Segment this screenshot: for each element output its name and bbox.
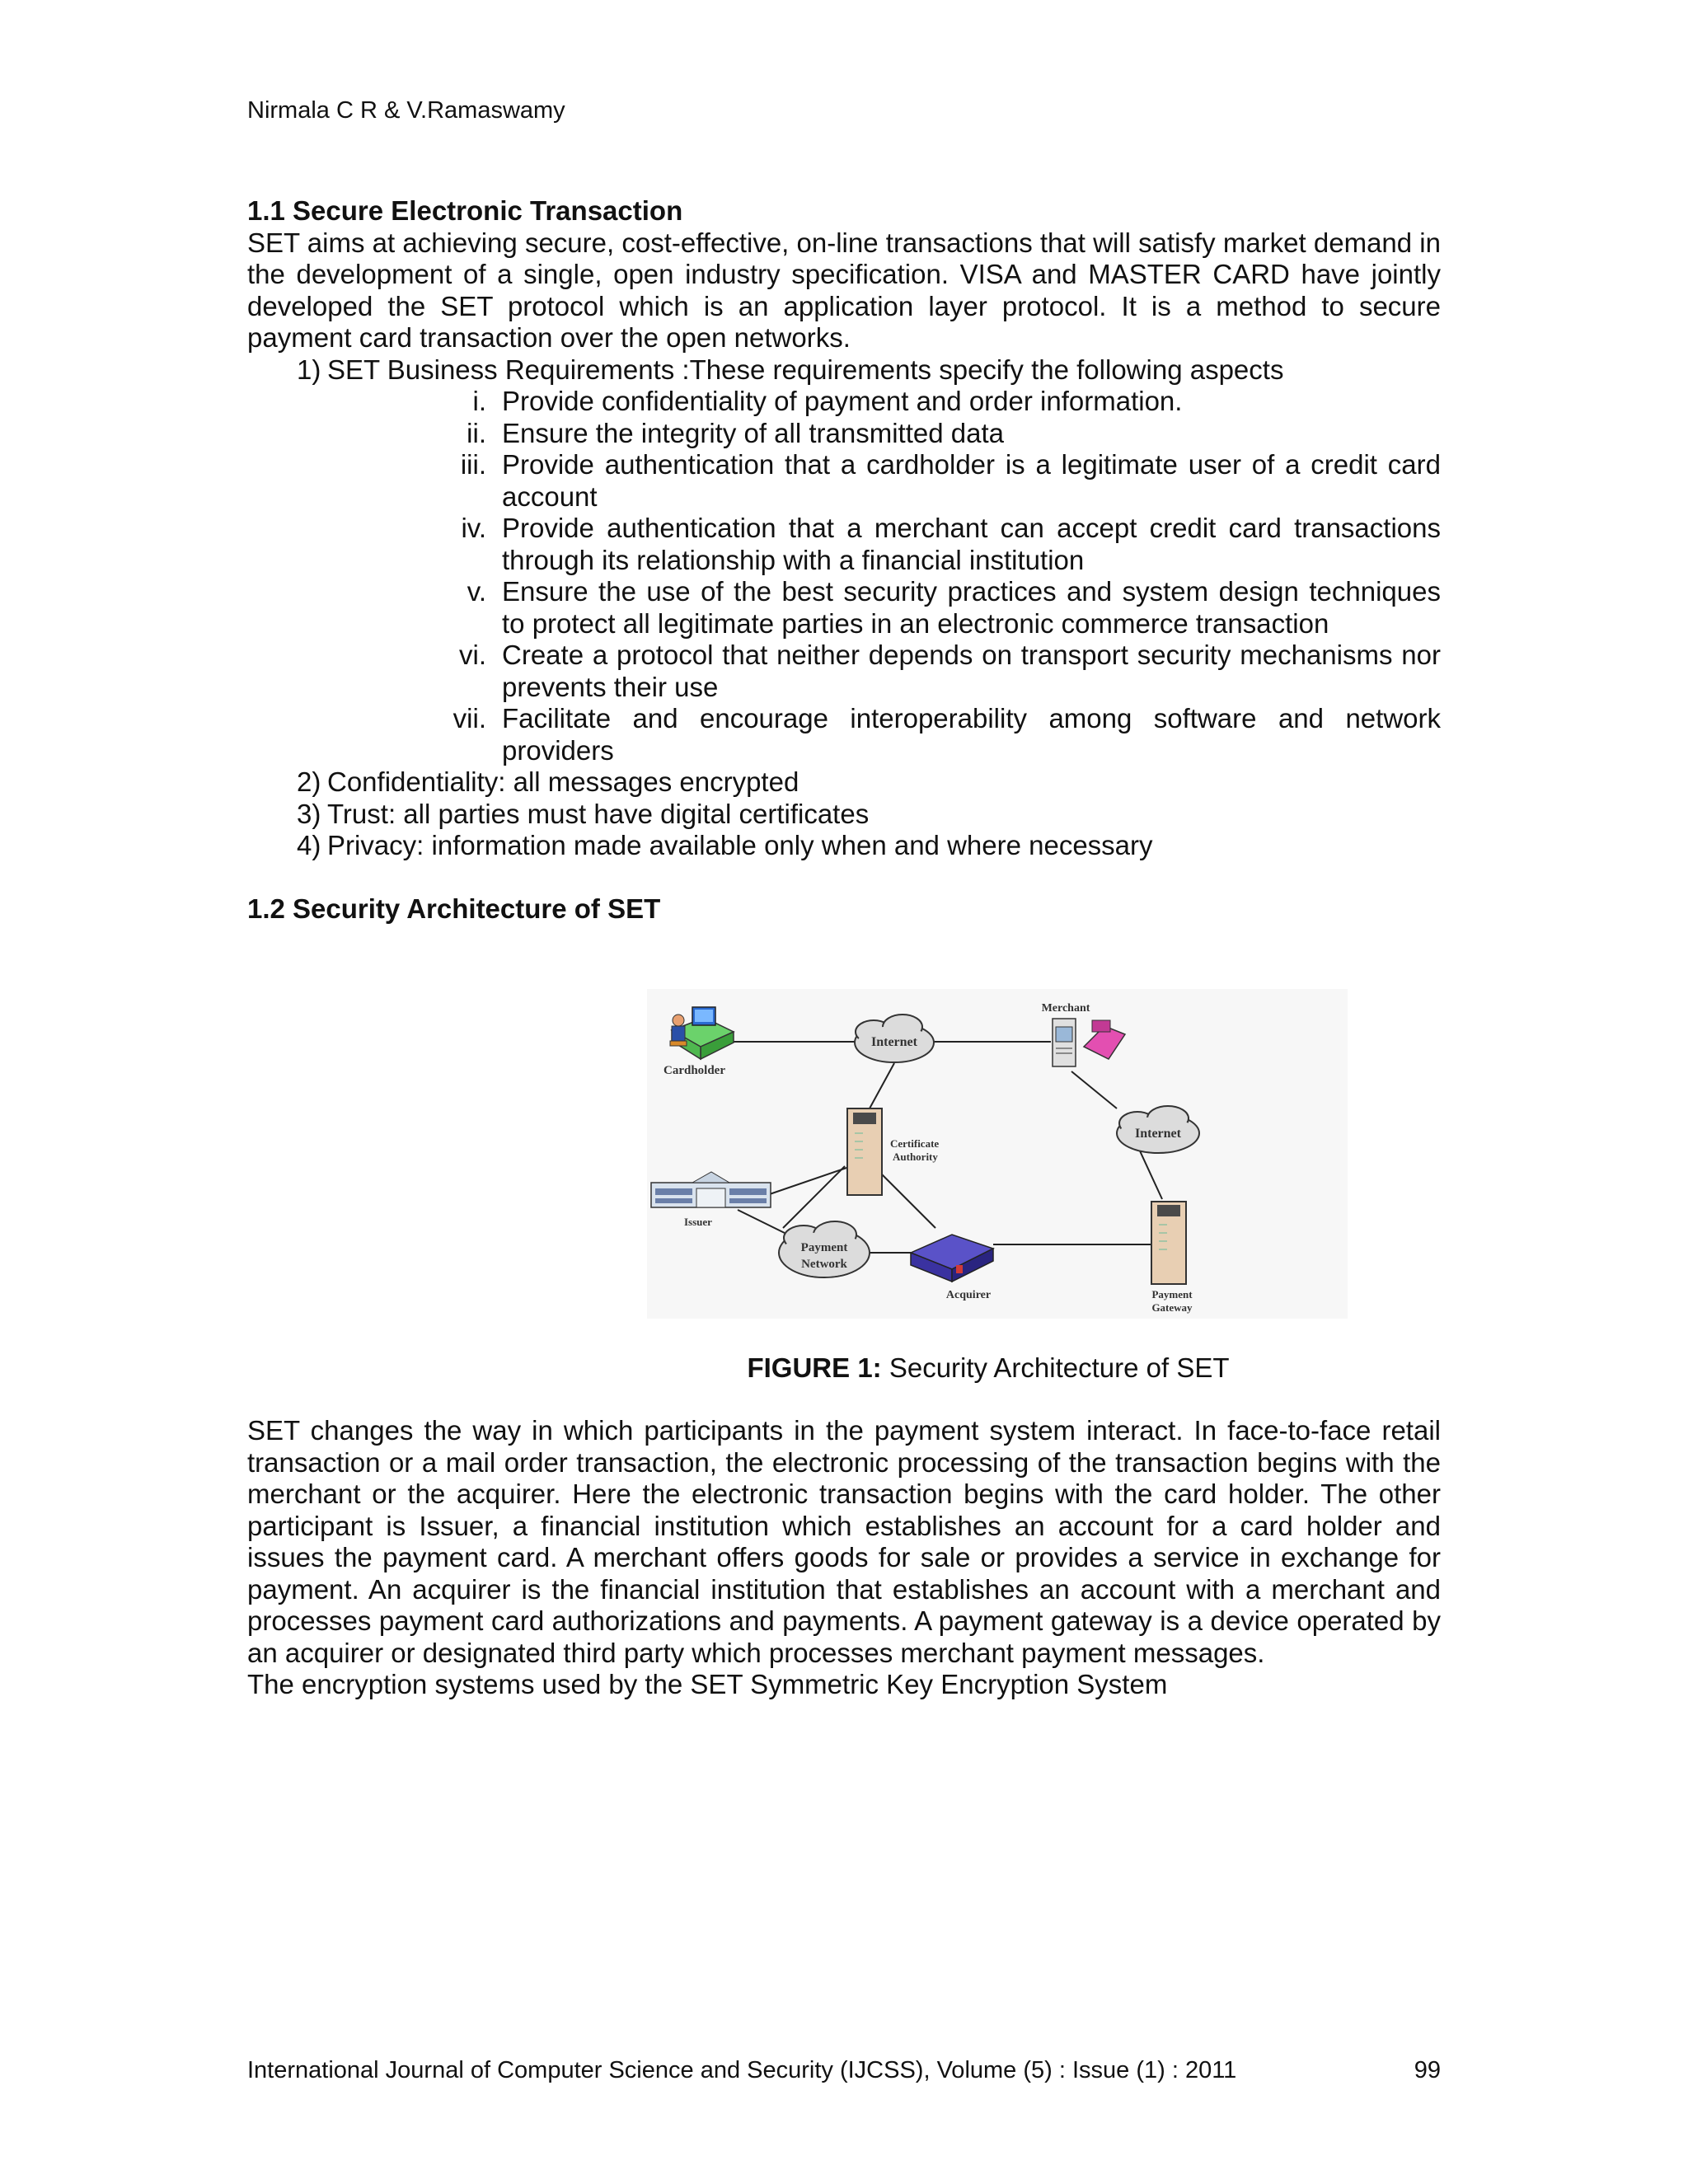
section-1-intro: SET aims at achieving secure, cost-effective, on-line transactions that will satisfy market demand in the development of a single, open industry specification. VISA and MASTER CARD have jointly developed the SET protocol which is an application layer protocol. It is a method to secure payment card transaction over the open networks. — [247, 227, 1441, 353]
section-2-title: 1.2 Security Architecture of SET — [247, 893, 661, 924]
sublist-item — [247, 640, 1441, 703]
list-number: 2) — [297, 766, 321, 797]
list-item — [247, 766, 1441, 799]
payment-network-label-1: Payment — [800, 1241, 848, 1254]
sublist-item — [247, 703, 1441, 766]
sublist-number: v. — [467, 576, 486, 607]
page-number: 99 — [1414, 2057, 1441, 2083]
internet-label: Internet — [871, 1035, 917, 1049]
sublist-item — [247, 576, 1441, 640]
body-section — [247, 1415, 1441, 1701]
list-text: Privacy: information made available only when and where necessary — [327, 830, 1153, 860]
list-number: 1) — [297, 354, 321, 385]
payment-gateway-server-icon — [1151, 1202, 1186, 1284]
list-item — [247, 354, 1441, 387]
list-number: 4) — [297, 830, 321, 860]
body-paragraph: SET changes the way in which participants in the payment system interact. In face-to-face retail transaction or a mail order transaction, the electronic processing of the transaction begins with the merchant or the acquirer. Here the electronic transaction begins with the card holder. The other participant is Issuer, a financial institution which establishes an account for a card holder and issues the payment card. A merchant offers goods for sale or provides a service in exchange for payment. An acquirer is the financial institution that establishes an account with a merchant and processes payment card authorizations and payments. A payment gateway is a device operated by an acquirer or designated third party which processes merchant payment messages. — [247, 1415, 1441, 1668]
sublist-text: Facilitate and encourage interoperability among software and network providers — [502, 703, 1441, 766]
list-text: Trust: all parties must have digital certificates — [327, 798, 870, 829]
issuer-label: Issuer — [684, 1216, 712, 1228]
sublist-number: iii. — [460, 449, 486, 480]
journal-citation: International Journal of Computer Science and Security (IJCSS), Volume (5) : Issue (1) : 2011 — [247, 2057, 1237, 2083]
sublist-item — [247, 418, 1441, 450]
figure-caption-text: Security Architecture of SET — [881, 1352, 1230, 1383]
internet-label: Internet — [1135, 1127, 1181, 1141]
sublist-number: iv. — [461, 513, 486, 543]
acquirer-label: Acquirer — [945, 1289, 992, 1301]
payment-network-label-2: Network — [801, 1258, 847, 1271]
figure-caption-label: FIGURE 1: — [747, 1352, 882, 1383]
list-number: 3) — [297, 798, 321, 829]
sublist-number: vi. — [459, 640, 486, 670]
sublist-item — [247, 513, 1441, 576]
figure-caption — [0, 1352, 1688, 1384]
list-item — [247, 799, 1441, 831]
body-last-line: The encryption systems used by the SET Symmetric Key Encryption System — [247, 1669, 1168, 1699]
sublist-number: ii. — [467, 417, 486, 448]
sublist-item — [247, 449, 1441, 513]
security-architecture-diagram — [647, 989, 1348, 1319]
certificate-authority-label-1: Certificate — [890, 1137, 940, 1150]
merchant-label: Merchant — [1041, 1002, 1090, 1015]
cardholder-label: Cardholder — [663, 1064, 725, 1077]
sublist-number: i. — [472, 386, 486, 416]
list-text: Confidentiality: all messages encrypted — [327, 766, 799, 797]
list-item — [247, 830, 1441, 862]
sublist-number: vii. — [452, 703, 486, 733]
sublist-text: Ensure the use of the best security practices and system design techniques to protect all legitimate parties in an electronic commerce transaction — [502, 576, 1441, 639]
list-text: SET Business Requirements :These requirements specify the following aspects — [327, 354, 1284, 385]
certificate-authority-label-2: Authority — [893, 1151, 938, 1163]
sublist-text: Provide authentication that a cardholder is a legitimate user of a credit card account — [502, 449, 1441, 512]
page-footer — [247, 2057, 1441, 2084]
section-1-title: 1.1 Secure Electronic Transaction — [247, 195, 683, 226]
running-header: Nirmala C R & V.Ramaswamy — [247, 97, 565, 124]
section-1 — [247, 195, 1441, 925]
sublist-item — [247, 386, 1441, 418]
sublist-text: Create a protocol that neither depends on transport security mechanisms nor prevents their use — [502, 640, 1441, 702]
payment-gateway-label-1: Payment — [1151, 1288, 1193, 1301]
sublist-text: Provide confidentiality of payment and order information. — [502, 386, 1183, 416]
sublist-text: Provide authentication that a merchant can accept credit card transactions through its relationship with a financial institution — [502, 513, 1441, 575]
payment-gateway-label-2: Gateway — [1151, 1301, 1193, 1314]
sublist-text: Ensure the integrity of all transmitted data — [502, 417, 1004, 448]
certificate-authority-server-icon — [847, 1108, 882, 1195]
